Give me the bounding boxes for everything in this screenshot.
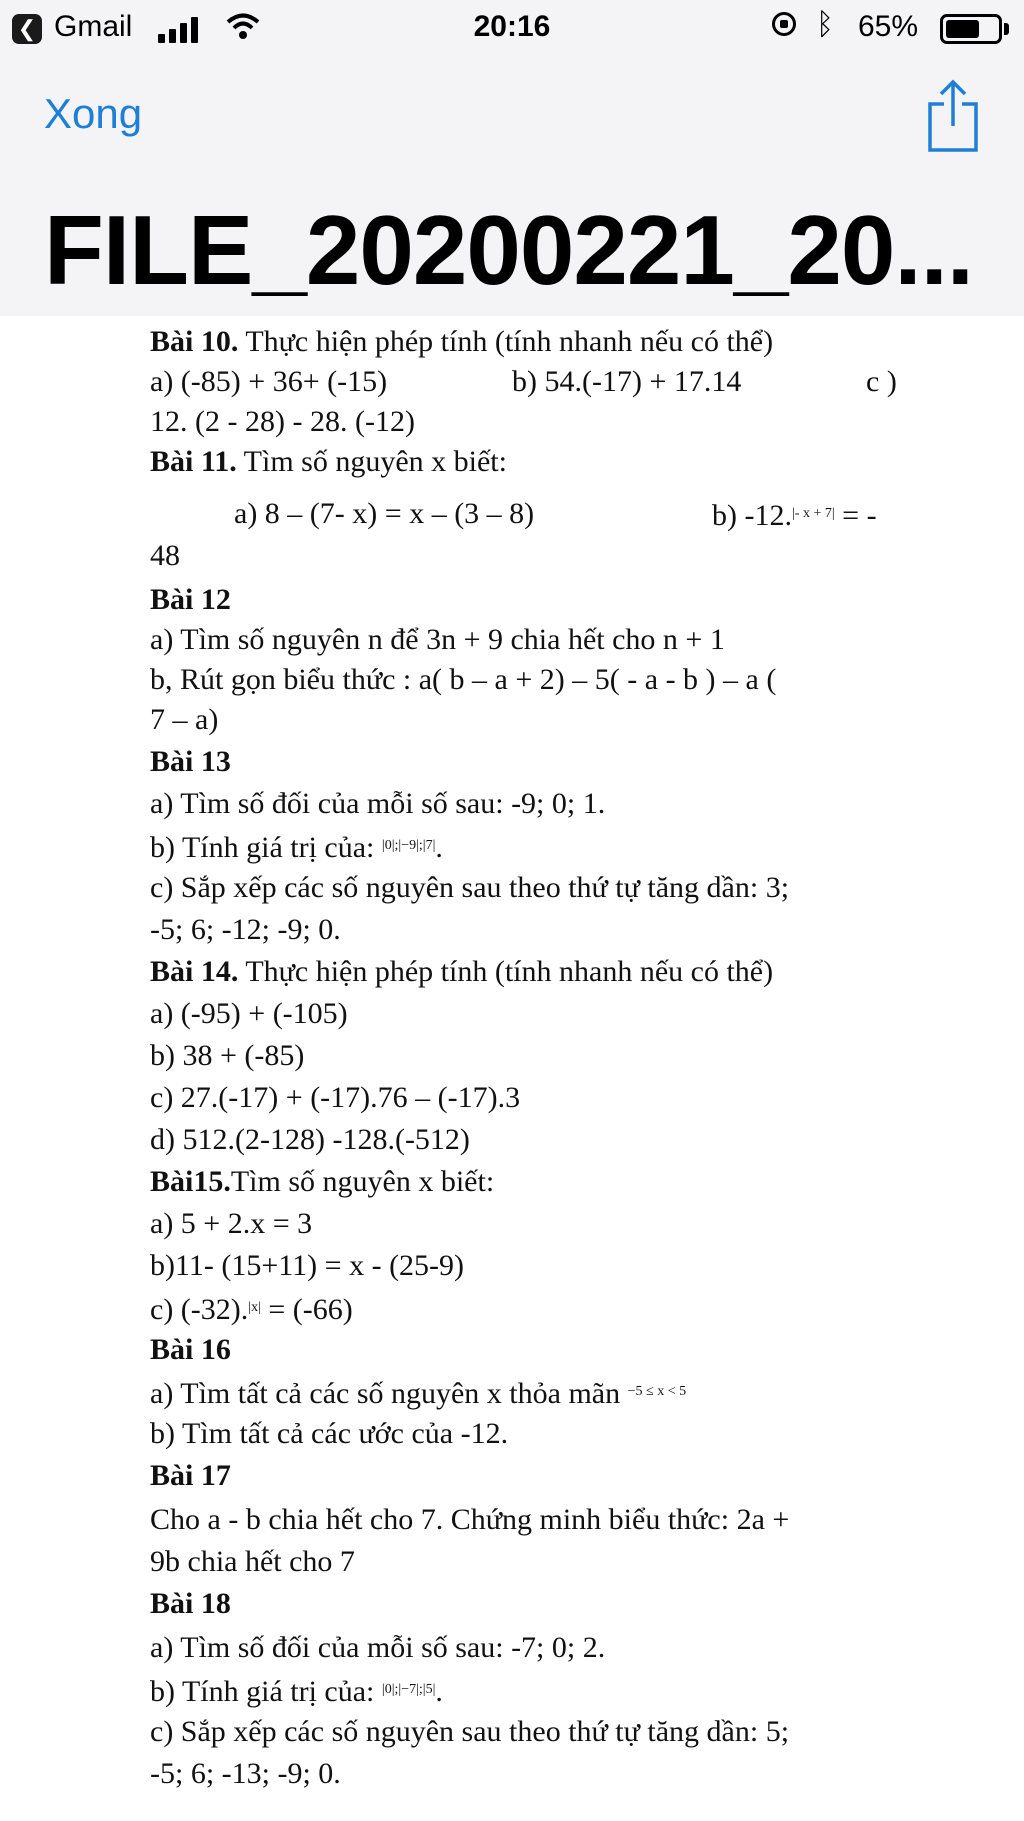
exercise-15-c-rest: = (-66)	[260, 1293, 353, 1326]
clock: 20:16	[473, 10, 551, 43]
exercise-14-instruction: Thực hiện phép tính (tính nhanh nếu có thể)	[238, 955, 774, 988]
exercise-15-c-text: c) (-32).	[150, 1293, 249, 1326]
back-app-label[interactable]: Gmail	[54, 10, 133, 43]
exercise-16-a-text: a) Tìm tất cả các số nguyên x thỏa mãn	[150, 1377, 628, 1410]
share-icon[interactable]	[924, 76, 982, 156]
exercise-13-b-end: .	[435, 831, 443, 864]
exercise-14-c: c) 27.(-17) + (-17).76 – (-17).3	[150, 1081, 521, 1114]
exercise-11-b	[712, 496, 877, 534]
exercise-11-b-cont: 48	[150, 539, 180, 572]
exercise-12-a: a) Tìm số nguyên n để 3n + 9 chia hết cho n + 1	[150, 623, 725, 656]
exercise-11-instruction: Tìm số nguyên x biết:	[236, 445, 507, 478]
exercise-15-a: a) 5 + 2.x = 3	[150, 1207, 313, 1240]
exercise-15-b: b)11- (15+11) = x - (25-9)	[150, 1249, 465, 1282]
exercise-14-title: Bài 14.	[150, 955, 239, 988]
battery-icon	[940, 14, 1002, 44]
exercise-13-b	[150, 828, 443, 866]
exercise-11-heading	[150, 444, 507, 480]
document-title: FILE_20200221_20...	[44, 195, 974, 305]
exercise-10-heading	[150, 324, 773, 360]
exercise-10-a: a) (-85) + 36+ (-15)	[150, 365, 388, 398]
exercise-16-a-formula: −5 ≤ x < 5	[627, 1384, 687, 1399]
exercise-16-a	[150, 1374, 686, 1412]
exercise-15-instruction: Tìm số nguyên x biết:	[230, 1165, 495, 1198]
exercise-13-title: Bài 13	[150, 745, 231, 778]
exercise-13-c: c) Sắp xếp các số nguyên sau theo thứ tự tăng dần: 3;	[150, 871, 790, 904]
exercise-18-b-formula: |0|;|−7|;|5|	[381, 1682, 436, 1697]
exercise-15-c	[150, 1290, 353, 1328]
exercise-17-text: Cho a - b chia hết cho 7. Chứng minh biểu thức: 2a +	[150, 1503, 790, 1536]
exercise-13-b-text: b) Tính giá trị của:	[150, 831, 382, 864]
exercise-13-b-formula: |0|;|−9|;|7|	[381, 838, 436, 853]
exercise-13-a: a) Tìm số đối của mỗi số sau: -9; 0; 1.	[150, 787, 606, 820]
exercise-18-b-end: .	[435, 1675, 443, 1708]
exercise-15-c-formula: |x|	[248, 1300, 261, 1315]
exercise-14-heading	[150, 954, 773, 990]
exercise-10-title: Bài 10.	[150, 325, 239, 358]
exercise-14-d: d) 512.(2-128) -128.(-512)	[150, 1123, 470, 1156]
rotation-lock-icon	[772, 12, 796, 36]
exercise-16-b: b) Tìm tất cả các ước của -12.	[150, 1417, 509, 1450]
status-bar	[0, 0, 1024, 58]
exercise-12-title: Bài 12	[150, 583, 231, 616]
exercise-10-c: 12. (2 - 28) - 28. (-12)	[150, 405, 415, 438]
document-page	[0, 316, 1024, 1821]
exercise-12-b-cont: 7 – a)	[150, 703, 219, 736]
exercise-11-b-formula: |- x + 7|	[791, 506, 835, 521]
exercise-15-heading	[150, 1164, 494, 1200]
exercise-18-c: c) Sắp xếp các số nguyên sau theo thứ tự tăng dần: 5;	[150, 1715, 790, 1748]
exercise-11-a: a) 8 – (7- x) = x – (3 – 8)	[234, 497, 535, 530]
exercise-18-b-text: b) Tính giá trị của:	[150, 1675, 382, 1708]
battery-cap	[1004, 23, 1009, 35]
exercise-18-b	[150, 1672, 443, 1710]
done-button[interactable]: Xong	[44, 90, 143, 137]
bluetooth-icon: ᛒ	[816, 8, 834, 41]
exercise-11-b-rest: = -	[834, 499, 877, 532]
exercise-10-instruction: Thực hiện phép tính (tính nhanh nếu có thể)	[238, 325, 774, 358]
exercise-17-title: Bài 17	[150, 1459, 231, 1492]
exercise-15-title: Bài15.	[150, 1165, 231, 1198]
exercise-11-b-text: b) -12.	[712, 499, 792, 532]
exercise-18-c-cont: -5; 6; -13; -9; 0.	[150, 1757, 341, 1790]
back-to-app-icon[interactable]: ❮	[12, 14, 42, 44]
exercise-10-b: b) 54.(-17) + 17.14	[512, 365, 742, 398]
exercise-16-title: Bài 16	[150, 1333, 231, 1366]
exercise-18-a: a) Tìm số đối của mỗi số sau: -7; 0; 2.	[150, 1631, 606, 1664]
exercise-13-c-cont: -5; 6; -12; -9; 0.	[150, 913, 341, 946]
exercise-12-b: b, Rút gọn biểu thức : a( b – a + 2) – 5( - a - b ) – a (	[150, 663, 777, 696]
exercise-11-title: Bài 11.	[150, 445, 237, 478]
exercise-10-c-label: c )	[866, 365, 897, 398]
exercise-14-b: b) 38 + (-85)	[150, 1039, 305, 1072]
exercise-17-text-cont: 9b chia hết cho 7	[150, 1545, 355, 1578]
battery-percent: 65%	[858, 10, 919, 43]
exercise-14-a: a) (-95) + (-105)	[150, 997, 348, 1030]
viewer-header	[0, 58, 1024, 317]
exercise-18-title: Bài 18	[150, 1587, 231, 1620]
